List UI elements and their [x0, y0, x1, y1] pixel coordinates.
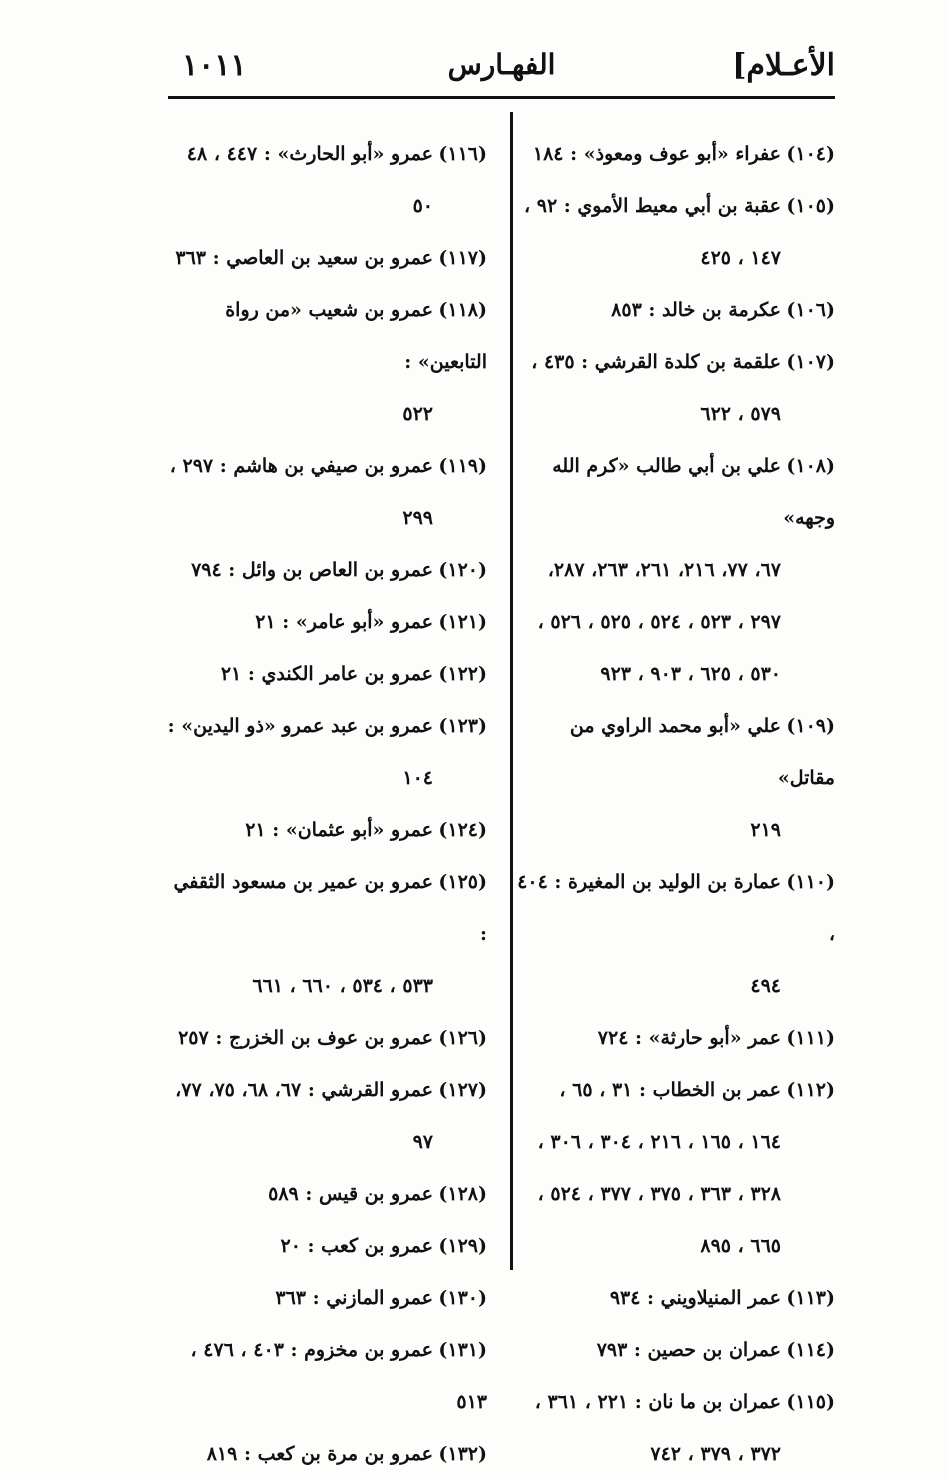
entry-number: (١٣٢)	[438, 1443, 487, 1465]
index-entry	[515, 1324, 835, 1376]
entry-continuation: ٢١٩	[750, 819, 781, 841]
entry-text: عكرمة بن خالد : ٨٥٣	[611, 299, 781, 321]
index-entry	[515, 1376, 835, 1480]
index-entry	[167, 1064, 487, 1168]
entry-number: (١١٥)	[786, 1391, 835, 1413]
column-divider	[510, 112, 513, 1270]
index-entry	[515, 1012, 835, 1064]
entry-number: (١٢٢)	[438, 663, 487, 685]
entry-text: عمرو «أبو الحارث» : ٤٤٧ ، ٤٨	[186, 143, 433, 165]
entry-text: عمرو بن عامر الكندي : ٢١	[220, 663, 433, 685]
entry-text: علي «أبو محمد الراوي من مقاتل»	[569, 715, 835, 789]
section-title: الأعـلام]	[732, 48, 835, 83]
entry-number: (١٢٤)	[438, 819, 487, 841]
entry-number: (١١١)	[786, 1027, 835, 1049]
entry-number: (١١٣)	[786, 1287, 835, 1309]
index-entry	[515, 1272, 835, 1324]
entry-number: (١١٦)	[438, 143, 487, 165]
entry-number: (١٢١)	[438, 611, 487, 633]
entry-continuation: ٥٧٩ ، ٦٢٢	[700, 403, 781, 425]
entry-number: (١٢٩)	[438, 1235, 487, 1257]
entry-number: (١١٨)	[438, 299, 487, 321]
entry-text: علقمة بن كلدة القرشي : ٤٣٥ ،	[531, 351, 781, 373]
index-entry	[167, 284, 487, 440]
entry-text: عمران بن حصين : ٧٩٣	[596, 1339, 781, 1361]
index-entry	[167, 700, 487, 804]
entry-continuation: ٥٣٣ ، ٥٣٤ ، ٦٦٠ ، ٦٦١	[252, 975, 433, 997]
entry-number: (١٠٧)	[786, 351, 835, 373]
entry-text: عمرو بن مخزوم : ٤٠٣ ، ٤٧٦ ، ٥١٣	[190, 1339, 487, 1413]
entry-number: (١٢٨)	[438, 1183, 487, 1205]
index-entry	[515, 128, 835, 180]
entry-number: (١١٩)	[438, 455, 487, 477]
index-entry	[167, 804, 487, 856]
entry-number: (١٣٠)	[438, 1287, 487, 1309]
entry-number: (١٠٩)	[786, 715, 835, 737]
index-entry	[167, 856, 487, 1012]
entry-continuation: ٣٧٢ ، ٣٧٩ ، ٧٤٢	[650, 1443, 781, 1465]
entry-text: عمارة بن الوليد بن المغيرة : ٤٠٤ ،	[517, 871, 835, 945]
entry-number: (١١٢)	[786, 1079, 835, 1101]
entry-text: عمرو بن عبد عمرو «ذو اليدين» :	[167, 715, 433, 737]
page-number: ١٠١١	[182, 48, 247, 83]
index-entry	[167, 128, 487, 232]
entry-continuation: ٥٠	[412, 195, 433, 217]
entry-number: (١١٧)	[438, 247, 487, 269]
index-entry	[167, 232, 487, 284]
index-entry	[515, 440, 835, 700]
index-entry	[515, 856, 835, 1012]
entry-text: عمرو بن سعيد بن العاصي : ٣٦٣	[175, 247, 433, 269]
entry-text: عمرو بن شعيب «من رواة التابعين» :	[225, 299, 487, 373]
entry-text: عمرو القرشي : ٦٧، ٦٨، ٧٥، ٧٧،	[175, 1079, 433, 1101]
entry-text: عمرو بن صيفي بن هاشم : ٢٩٧ ،	[169, 455, 433, 477]
entry-text: عمرو بن مرة بن كعب : ٨١٩	[206, 1443, 433, 1465]
index-entry	[167, 1428, 487, 1480]
index-entry	[515, 284, 835, 336]
entry-number: (١٠٤)	[786, 143, 835, 165]
entry-text: عمرو «أبو عامر» : ٢١	[255, 611, 433, 633]
entry-continuation: ٩٧	[412, 1131, 433, 1153]
entry-number: (١٢٣)	[438, 715, 487, 737]
index-entry	[167, 1272, 487, 1324]
entry-text: عمران بن ما نان : ٢٢١ ، ٣٦١ ،	[534, 1391, 781, 1413]
index-entry	[167, 440, 487, 544]
index-entry	[167, 596, 487, 648]
index-entry	[167, 1220, 487, 1272]
entry-text: عمرو بن كعب : ٢٠	[280, 1235, 433, 1257]
entry-text: عمرو بن عمير بن مسعود الثقفي :	[173, 871, 487, 945]
entry-text: عمرو بن العاص بن وائل : ٧٩٤	[191, 559, 433, 581]
entry-number: (١٢٦)	[438, 1027, 487, 1049]
entry-text: عمرو بن قيس : ٥٨٩	[268, 1183, 433, 1205]
entry-continuation: ١٦٤ ، ١٦٥ ، ٢١٦ ، ٣٠٤ ، ٣٠٦ ، ٣٢٨ ، ٣٦٣ ، ٣٧٥ ، ٣٧٧ ، ٥٢٤ ، ٦٦٥ ، ٨٩٥	[537, 1131, 781, 1257]
entry-number: (١١٤)	[786, 1339, 835, 1361]
index-column-right	[515, 128, 835, 1480]
index-entry	[515, 336, 835, 440]
entry-number: (١٠٦)	[786, 299, 835, 321]
index-entry	[515, 700, 835, 856]
entry-text: عمر «أبو حارثة» : ٧٢٤	[597, 1027, 781, 1049]
page-header	[168, 48, 835, 99]
entry-continuation: ٦٧، ٧٧، ٢١٦، ٢٦١، ٢٦٣، ٢٨٧، ٢٩٧ ، ٥٢٣ ، ٥٢٤ ، ٥٢٥ ، ٥٢٦ ، ٥٣٠ ، ٦٢٥ ، ٩٠٣ ، ٩٢٣	[537, 559, 781, 685]
index-entry	[167, 648, 487, 700]
entry-text: عمرو بن عوف بن الخزرج : ٢٥٧	[178, 1027, 433, 1049]
index-entry	[515, 1064, 835, 1272]
entry-text: عقبة بن أبي معيط الأموي : ٩٢ ،	[524, 195, 781, 217]
entry-number: (١٠٨)	[786, 455, 835, 477]
entry-text: عمر المنيلاويني : ٩٣٤	[609, 1287, 781, 1309]
index-entry	[167, 1324, 487, 1428]
index-column-left	[167, 128, 487, 1480]
entry-number: (١٢٧)	[438, 1079, 487, 1101]
entry-number: (١٢٥)	[438, 871, 487, 893]
page-title: الفهـارس	[447, 48, 556, 81]
entry-number: (١٣١)	[438, 1339, 487, 1361]
index-entry	[515, 180, 835, 284]
entry-text: عفراء «أبو عوف ومعوذ» : ١٨٤	[532, 143, 781, 165]
entry-text: عمرو المازني : ٣٦٣	[275, 1287, 433, 1309]
entry-text: علي بن أبي طالب «كرم الله وجهه»	[552, 455, 835, 529]
entry-number: (١١٠)	[786, 871, 835, 893]
entry-text: عمر بن الخطاب : ٣١ ، ٦٥ ،	[559, 1079, 781, 1101]
entry-continuation: ١٤٧ ، ٤٢٥	[700, 247, 781, 269]
index-entry	[167, 544, 487, 596]
entry-continuation: ٤٩٤	[750, 975, 781, 997]
index-entry	[167, 1012, 487, 1064]
entry-number: (١٠٥)	[786, 195, 835, 217]
entry-continuation: ٥٢٢	[402, 403, 433, 425]
entry-continuation: ٢٩٩	[402, 507, 433, 529]
entry-text: عمرو «أبو عثمان» : ٢١	[245, 819, 433, 841]
index-entry	[167, 1168, 487, 1220]
entry-continuation: ١٠٤	[402, 767, 433, 789]
entry-number: (١٢٠)	[438, 559, 487, 581]
